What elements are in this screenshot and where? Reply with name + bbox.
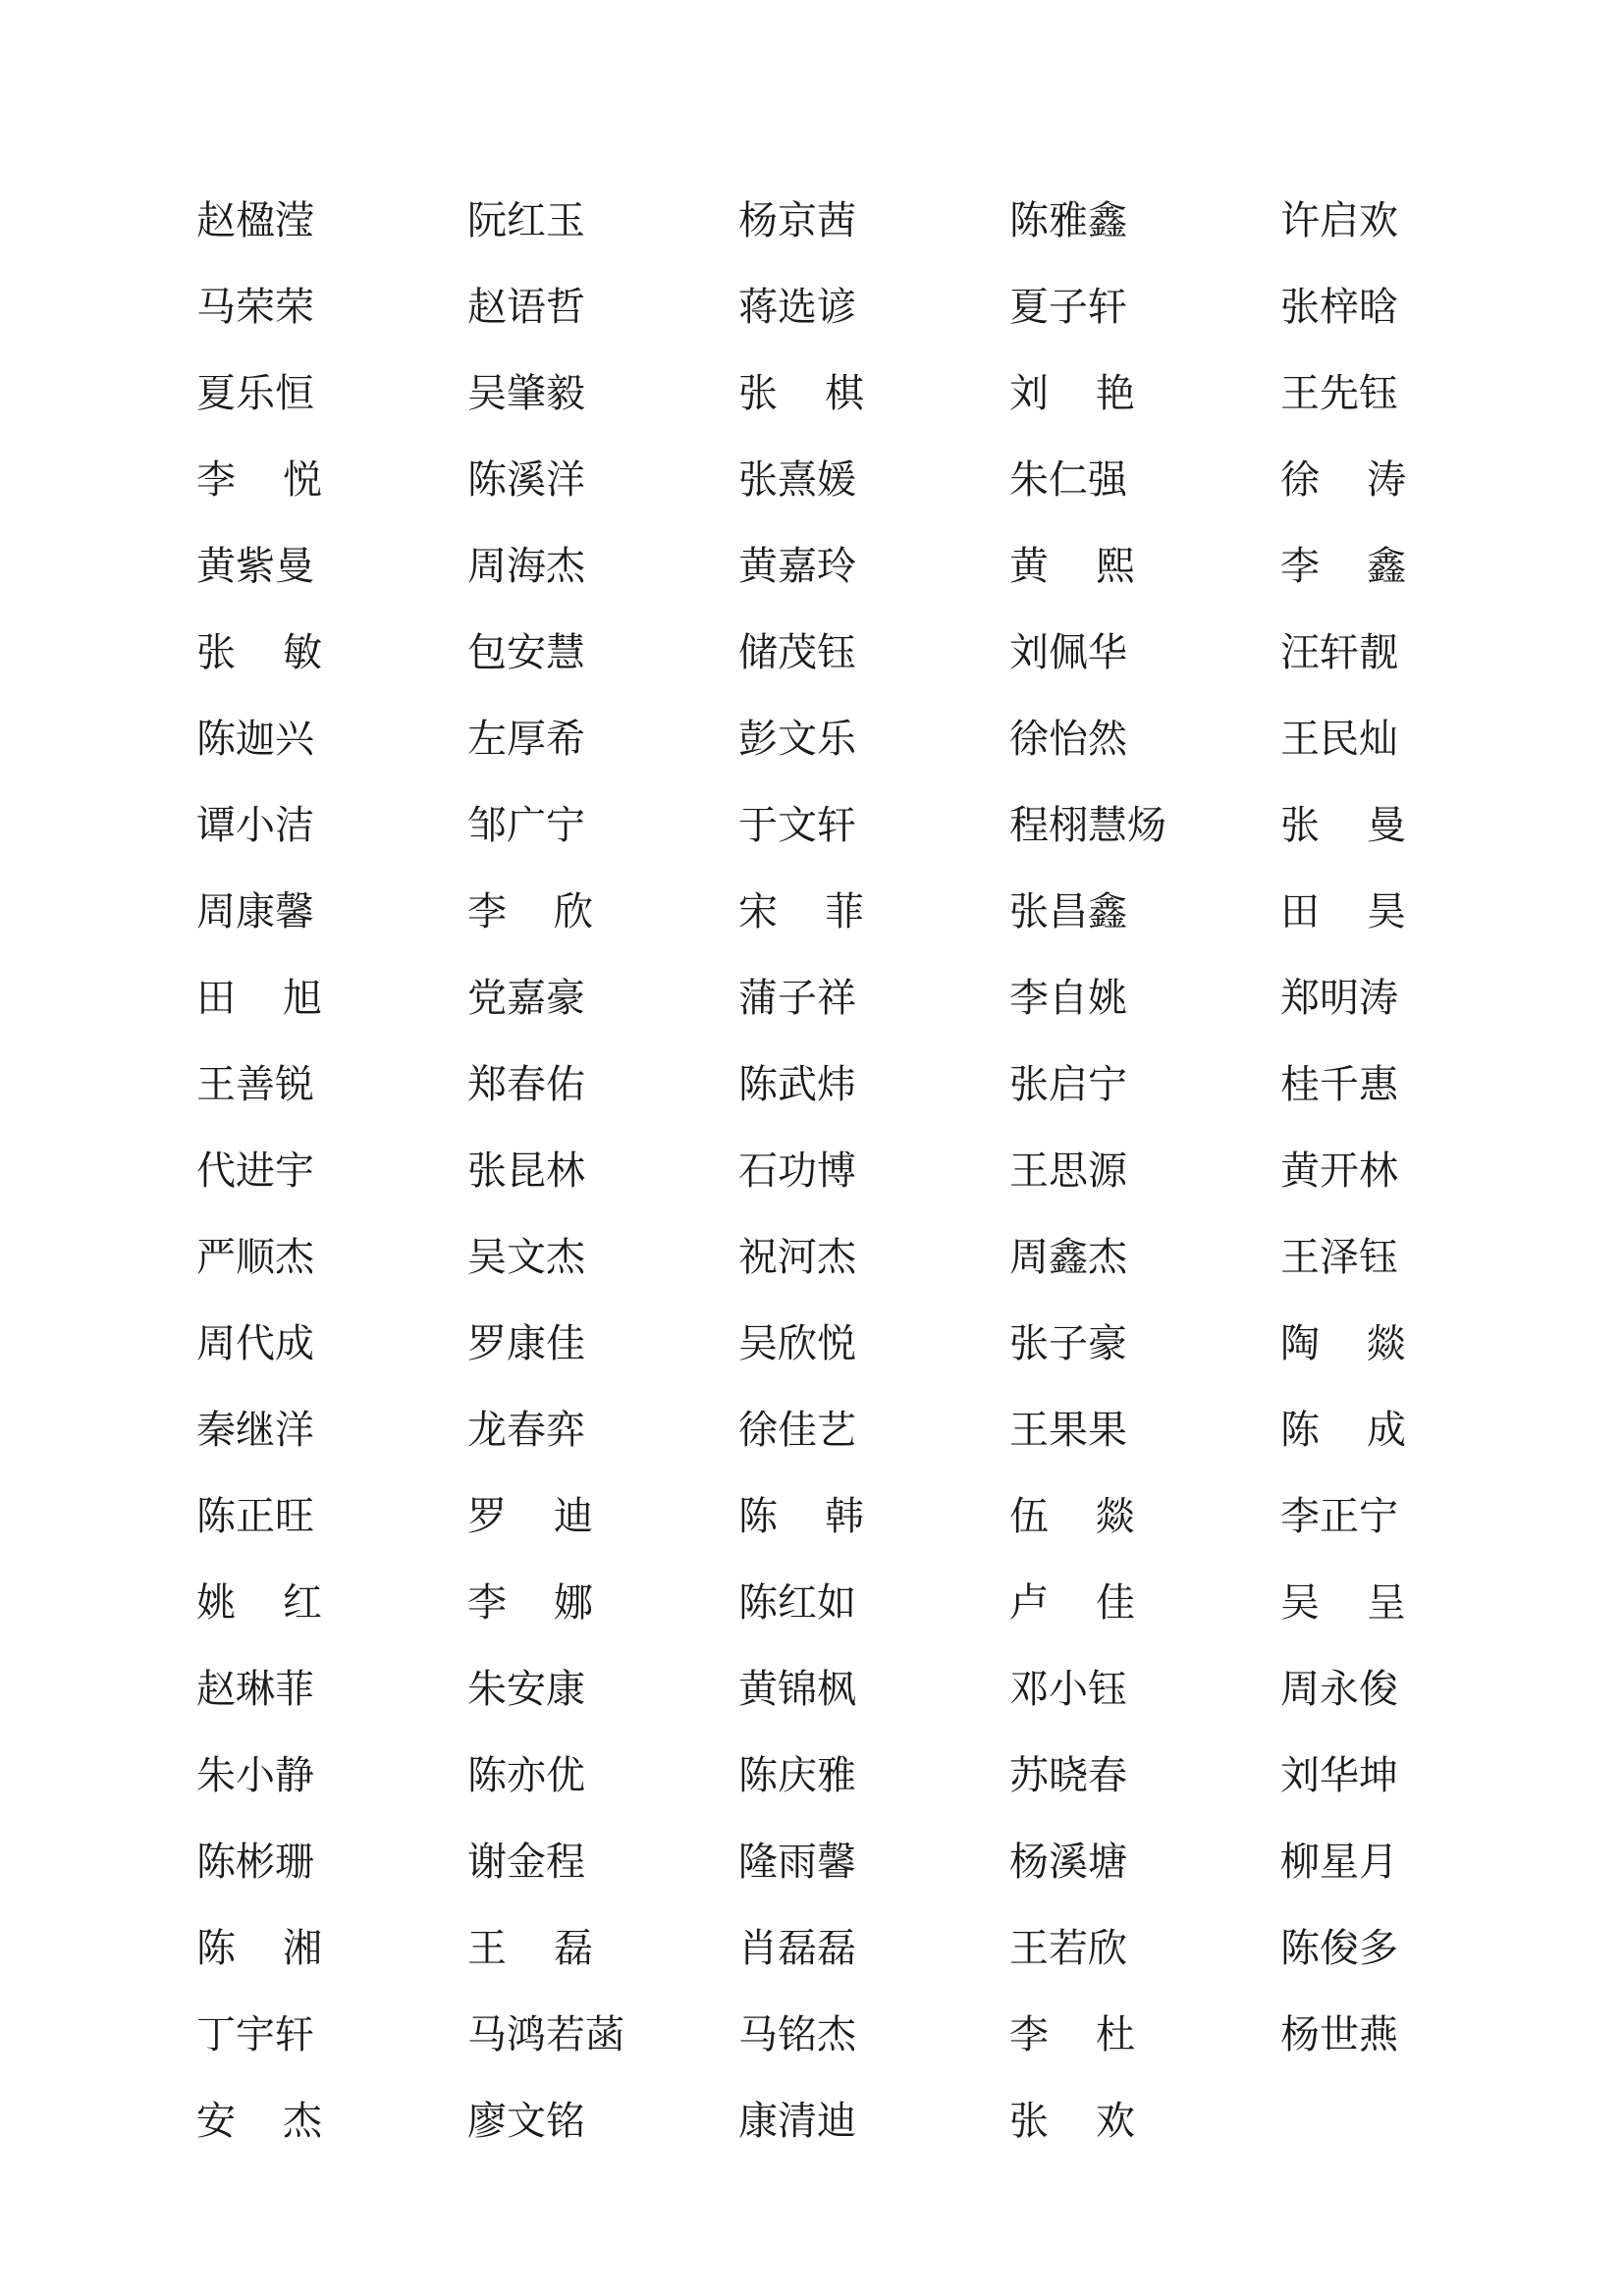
name-entry: 谢金程 xyxy=(467,1840,585,1885)
name-entry: 左厚希 xyxy=(467,717,585,762)
name-entry: 张启宁 xyxy=(1009,1062,1127,1107)
name-entry: 黄嘉玲 xyxy=(738,544,856,589)
name-entry: 徐佳艺 xyxy=(738,1408,856,1453)
name-entry: 王善锐 xyxy=(196,1062,314,1107)
name-entry: 张子豪 xyxy=(1009,1321,1127,1366)
name-entry: 蒋选谚 xyxy=(738,285,856,330)
name-entry: 赵琳菲 xyxy=(196,1667,314,1712)
name-entry: 陈庆雅 xyxy=(738,1753,856,1798)
name-entry: 徐怡然 xyxy=(1009,717,1127,762)
name-entry: 李 欣 xyxy=(467,889,593,934)
name-entry: 黄紫曼 xyxy=(196,544,314,589)
name-entry: 杨世燕 xyxy=(1280,2012,1398,2057)
name-entry: 张 敏 xyxy=(196,630,322,675)
name-entry: 杨京茜 xyxy=(738,198,856,243)
name-entry: 李 悦 xyxy=(196,457,322,503)
name-entry: 陈迦兴 xyxy=(196,717,314,762)
name-entry: 阮红玉 xyxy=(467,198,585,243)
name-entry: 陈俊多 xyxy=(1280,1926,1398,1971)
name-entry: 赵语哲 xyxy=(467,285,585,330)
name-entry: 王泽钰 xyxy=(1280,1235,1398,1280)
name-entry: 桂千惠 xyxy=(1280,1062,1398,1107)
name-entry: 赵楹滢 xyxy=(196,198,314,243)
name-entry: 安 杰 xyxy=(196,2099,322,2144)
name-entry: 陈彬珊 xyxy=(196,1840,314,1885)
name-entry: 王民灿 xyxy=(1280,717,1398,762)
name-entry: 彭文乐 xyxy=(738,717,856,762)
name-entry: 陈溪洋 xyxy=(467,457,585,503)
name-entry: 吴 呈 xyxy=(1280,1580,1406,1626)
name-entry: 姚 红 xyxy=(196,1580,322,1626)
name-entry: 隆雨馨 xyxy=(738,1840,856,1885)
name-entry: 陈 韩 xyxy=(738,1494,864,1539)
name-entry: 罗 迪 xyxy=(467,1494,593,1539)
name-entry: 廖文铭 xyxy=(467,2099,585,2144)
name-entry: 包安慧 xyxy=(467,630,585,675)
name-entry: 郑春佑 xyxy=(467,1062,585,1107)
name-entry: 王先钰 xyxy=(1280,371,1398,416)
name-entry: 张昆林 xyxy=(467,1148,585,1194)
name-entry: 党嘉豪 xyxy=(467,976,585,1021)
name-entry: 张熹媛 xyxy=(738,457,856,503)
name-entry: 刘佩华 xyxy=(1009,630,1127,675)
name-entry: 肖磊磊 xyxy=(738,1926,856,1971)
name-entry: 卢 佳 xyxy=(1009,1580,1135,1626)
name-entry: 周代成 xyxy=(196,1321,314,1366)
name-list-grid xyxy=(196,198,1551,2188)
name-entry: 徐 涛 xyxy=(1280,457,1406,503)
name-entry: 朱仁强 xyxy=(1009,457,1127,503)
name-entry: 陈红如 xyxy=(738,1580,856,1626)
name-entry: 田 旭 xyxy=(196,976,322,1021)
name-entry: 吴肇毅 xyxy=(467,371,585,416)
name-entry: 田 昊 xyxy=(1280,889,1406,934)
name-entry: 陈正旺 xyxy=(196,1494,314,1539)
name-entry: 谭小洁 xyxy=(196,803,314,848)
name-entry: 许启欢 xyxy=(1280,198,1398,243)
name-entry: 周鑫杰 xyxy=(1009,1235,1127,1280)
name-entry: 朱小静 xyxy=(196,1753,314,1798)
name-entry: 李正宁 xyxy=(1280,1494,1398,1539)
name-entry: 王若欣 xyxy=(1009,1926,1127,1971)
name-entry: 刘华坤 xyxy=(1280,1753,1398,1798)
name-entry: 秦继洋 xyxy=(196,1408,314,1453)
name-entry: 陶 燚 xyxy=(1280,1321,1406,1366)
name-entry: 张 欢 xyxy=(1009,2099,1135,2144)
name-entry: 罗康佳 xyxy=(467,1321,585,1366)
name-entry: 邓小钰 xyxy=(1009,1667,1127,1712)
name-entry: 邹广宁 xyxy=(467,803,585,848)
name-entry: 李 鑫 xyxy=(1280,544,1406,589)
name-entry: 张 棋 xyxy=(738,371,864,416)
name-entry: 丁宇轩 xyxy=(196,2012,314,2057)
name-entry: 杨溪塘 xyxy=(1009,1840,1127,1885)
name-entry: 陈 成 xyxy=(1280,1408,1406,1453)
name-entry: 柳星月 xyxy=(1280,1840,1398,1885)
name-entry: 程栩慧炀 xyxy=(1009,803,1166,848)
name-entry: 夏子轩 xyxy=(1009,285,1127,330)
name-entry: 张昌鑫 xyxy=(1009,889,1127,934)
name-entry: 朱安康 xyxy=(467,1667,585,1712)
name-entry: 夏乐恒 xyxy=(196,371,314,416)
name-entry: 黄 熙 xyxy=(1009,544,1135,589)
name-entry: 陈亦优 xyxy=(467,1753,585,1798)
name-entry: 蒲子祥 xyxy=(738,976,856,1021)
name-entry: 陈雅鑫 xyxy=(1009,198,1127,243)
name-entry: 李 娜 xyxy=(467,1580,593,1626)
name-entry: 王思源 xyxy=(1009,1148,1127,1194)
name-entry: 龙春弈 xyxy=(467,1408,585,1453)
name-entry: 马荣荣 xyxy=(196,285,314,330)
name-entry: 吴文杰 xyxy=(467,1235,585,1280)
name-entry: 刘 艳 xyxy=(1009,371,1135,416)
name-entry: 宋 菲 xyxy=(738,889,864,934)
name-entry: 汪轩靓 xyxy=(1280,630,1398,675)
name-entry: 郑明涛 xyxy=(1280,976,1398,1021)
name-entry: 于文轩 xyxy=(738,803,856,848)
name-entry: 苏晓春 xyxy=(1009,1753,1127,1798)
name-entry: 吴欣悦 xyxy=(738,1321,856,1366)
name-entry: 严顺杰 xyxy=(196,1235,314,1280)
name-entry: 康清迪 xyxy=(738,2099,856,2144)
name-entry: 黄开林 xyxy=(1280,1148,1398,1194)
name-entry: 陈 湘 xyxy=(196,1926,322,1971)
name-entry: 李自姚 xyxy=(1009,976,1127,1021)
name-entry: 石功博 xyxy=(738,1148,856,1194)
name-entry: 周永俊 xyxy=(1280,1667,1398,1712)
name-entry: 祝河杰 xyxy=(738,1235,856,1280)
name-entry: 伍 燚 xyxy=(1009,1494,1135,1539)
name-entry: 周海杰 xyxy=(467,544,585,589)
name-entry: 黄锦枫 xyxy=(738,1667,856,1712)
name-entry: 马鸿若菡 xyxy=(467,2012,624,2057)
name-entry: 张梓晗 xyxy=(1280,285,1398,330)
name-entry: 王果果 xyxy=(1009,1408,1127,1453)
name-entry: 代进宇 xyxy=(196,1148,314,1194)
name-entry: 陈武炜 xyxy=(738,1062,856,1107)
name-entry: 王 磊 xyxy=(467,1926,593,1971)
name-entry: 张 曼 xyxy=(1280,803,1406,848)
name-entry: 马铭杰 xyxy=(738,2012,856,2057)
name-entry: 李 杜 xyxy=(1009,2012,1135,2057)
name-entry: 储茂钰 xyxy=(738,630,856,675)
name-entry: 周康馨 xyxy=(196,889,314,934)
